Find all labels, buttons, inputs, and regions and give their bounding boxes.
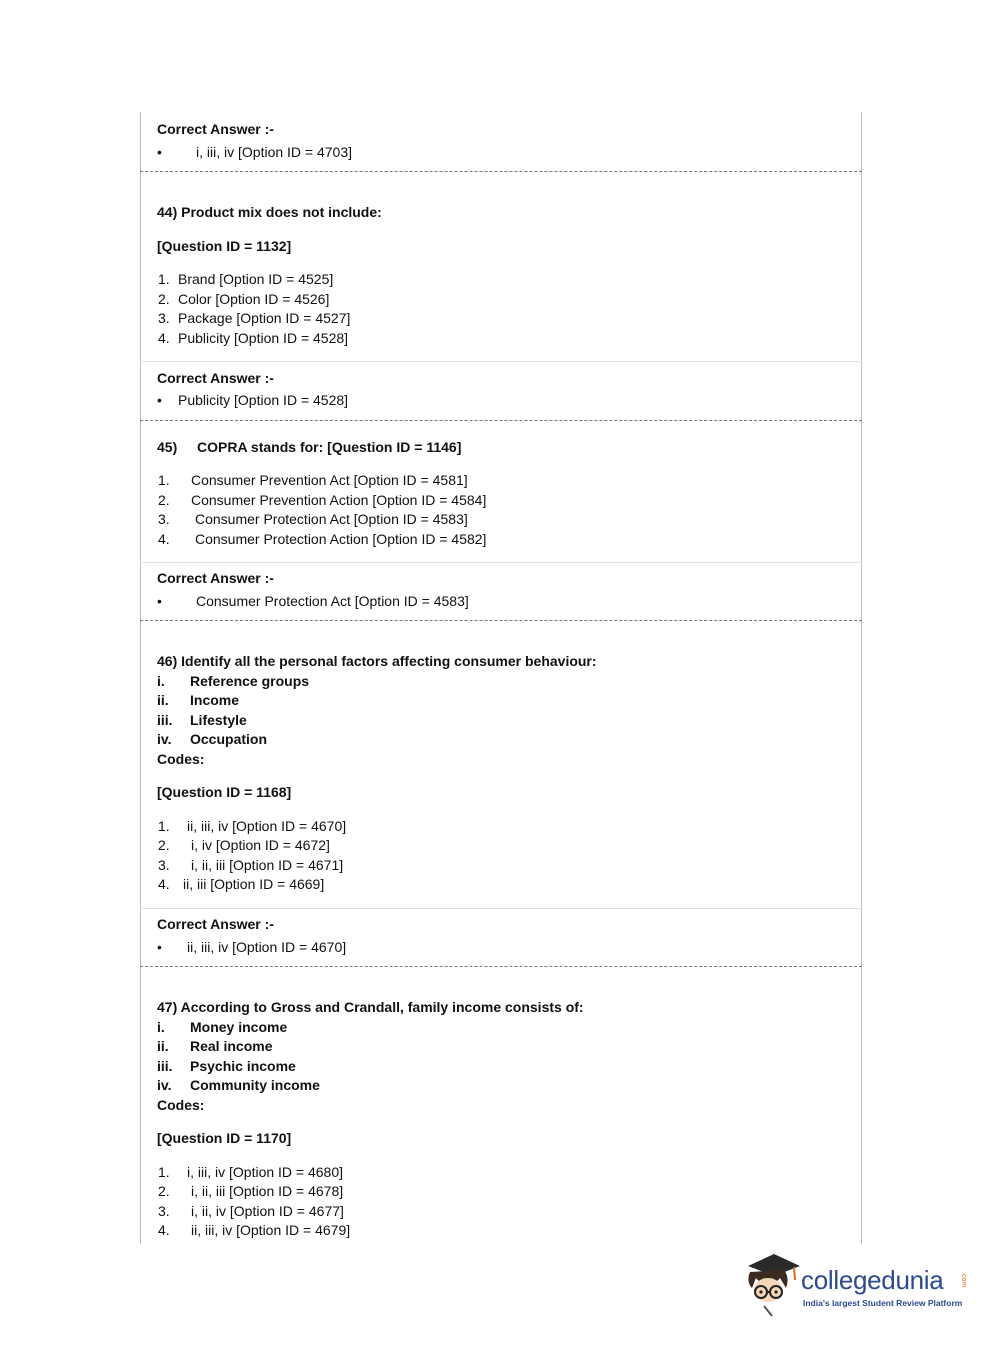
q44-option-3: Package [Option ID = 4527]	[178, 310, 351, 326]
q46-option-2-num: 2.	[158, 837, 170, 853]
q46-item-4: Occupation	[190, 731, 268, 747]
divider-q46	[140, 908, 862, 909]
q45-title: COPRA stands for: [Question ID = 1146]	[197, 439, 462, 455]
q46-option-1-num: 1.	[158, 818, 170, 834]
q44-answer-bullet: •	[157, 392, 162, 408]
q47-item-3-num: iii.	[157, 1058, 173, 1074]
q46-option-2: i, iv [Option ID = 4672]	[191, 837, 330, 853]
q45-option-3-num: 3.	[158, 511, 170, 527]
q47-question-id: [Question ID = 1170]	[157, 1130, 292, 1146]
q46-answer-heading: Correct Answer :-	[157, 916, 274, 932]
q47-codes: Codes:	[157, 1097, 205, 1113]
q45-option-4: Consumer Protection Action [Option ID = 4582]	[195, 531, 487, 547]
q44-option-2-num: 2.	[158, 291, 170, 307]
q46-answer-text: ii, iii, iv [Option ID = 4670]	[187, 939, 347, 955]
q46-option-4: ii, iii [Option ID = 4669]	[183, 876, 325, 892]
q47-item-1-num: i.	[157, 1019, 165, 1035]
separator-q45	[140, 620, 862, 621]
q43-answer-text: i, iii, iv [Option ID = 4703]	[196, 144, 353, 160]
q47-item-2: Real income	[190, 1038, 273, 1054]
q46-option-4-num: 4.	[158, 876, 170, 892]
q44-answer-text: Publicity [Option ID = 4528]	[178, 392, 349, 408]
q47-option-2: i, ii, iii [Option ID = 4678]	[191, 1183, 344, 1199]
q46-item-1: Reference groups	[190, 673, 310, 689]
q46-title: 46) Identify all the personal factors affecting consumer behaviour:	[157, 653, 597, 669]
q47-option-1: i, iii, iv [Option ID = 4680]	[187, 1164, 344, 1180]
q45-answer-text: Consumer Protection Act [Option ID = 4583]	[196, 593, 469, 609]
q46-item-4-num: iv.	[157, 731, 172, 747]
q45-option-3: Consumer Protection Act [Option ID = 4583]	[195, 511, 468, 527]
q47-item-4-num: iv.	[157, 1077, 172, 1093]
q45-option-2-num: 2.	[158, 492, 170, 508]
q46-question-id: [Question ID = 1168]	[157, 784, 292, 800]
q45-option-4-num: 4.	[158, 531, 170, 547]
q45-option-1: Consumer Prevention Act [Option ID = 4581]	[191, 472, 468, 488]
q45-answer-bullet: •	[157, 593, 162, 609]
collegedunia-logo[interactable]	[742, 1248, 972, 1318]
q46-item-3: Lifestyle	[190, 712, 247, 728]
q43-answer-heading: Correct Answer :-	[157, 121, 274, 137]
divider-q45	[140, 562, 862, 563]
mascot-icon	[742, 1248, 800, 1318]
q47-item-2-num: ii.	[157, 1038, 169, 1054]
q45-option-2: Consumer Prevention Action [Option ID = 4584]	[191, 492, 487, 508]
q47-option-4: ii, iii, iv [Option ID = 4679]	[191, 1222, 351, 1238]
q45-option-1-num: 1.	[158, 472, 170, 488]
q47-title: 47) According to Gross and Crandall, family income consists of:	[157, 999, 584, 1015]
q47-option-2-num: 2.	[158, 1183, 170, 1199]
q43-answer-bullet: •	[157, 144, 162, 160]
q47-item-1: Money income	[190, 1019, 288, 1035]
q44-question-id: [Question ID = 1132]	[157, 238, 292, 254]
q46-answer-bullet: •	[157, 939, 162, 955]
logo-tagline: India's largest Student Review Platform	[803, 1298, 963, 1308]
separator-q43	[140, 171, 862, 172]
q46-item-3-num: iii.	[157, 712, 173, 728]
q47-item-4: Community income	[190, 1077, 320, 1093]
q44-option-4: Publicity [Option ID = 4528]	[178, 330, 349, 346]
q47-item-3: Psychic income	[190, 1058, 296, 1074]
divider-q44	[140, 361, 862, 362]
q45-answer-heading: Correct Answer :-	[157, 570, 274, 586]
q44-option-3-num: 3.	[158, 310, 170, 326]
q47-option-1-num: 1.	[158, 1164, 170, 1180]
q46-item-2: Income	[190, 692, 240, 708]
q44-option-4-num: 4.	[158, 330, 170, 346]
q46-codes: Codes:	[157, 751, 205, 767]
q46-item-1-num: i.	[157, 673, 165, 689]
q47-option-3-num: 3.	[158, 1203, 170, 1219]
logo-wordmark: collegedunia	[801, 1265, 944, 1295]
q46-option-1: ii, iii, iv [Option ID = 4670]	[187, 818, 347, 834]
q46-item-2-num: ii.	[157, 692, 169, 708]
q46-option-3-num: 3.	[158, 857, 170, 873]
q45-number: 45)	[157, 439, 178, 455]
q47-option-4-num: 4.	[158, 1222, 170, 1238]
logo-domain-suffix: .com	[960, 1272, 967, 1288]
q44-answer-heading: Correct Answer :-	[157, 370, 274, 386]
q44-option-2: Color [Option ID = 4526]	[178, 291, 330, 307]
q44-option-1-num: 1.	[158, 271, 170, 287]
q46-option-3: i, ii, iii [Option ID = 4671]	[191, 857, 344, 873]
separator-q44	[140, 420, 862, 421]
separator-q46	[140, 966, 862, 967]
q44-option-1: Brand [Option ID = 4525]	[178, 271, 334, 287]
q47-option-3: i, ii, iv [Option ID = 4677]	[191, 1203, 344, 1219]
q44-title: 44) Product mix does not include:	[157, 204, 382, 220]
